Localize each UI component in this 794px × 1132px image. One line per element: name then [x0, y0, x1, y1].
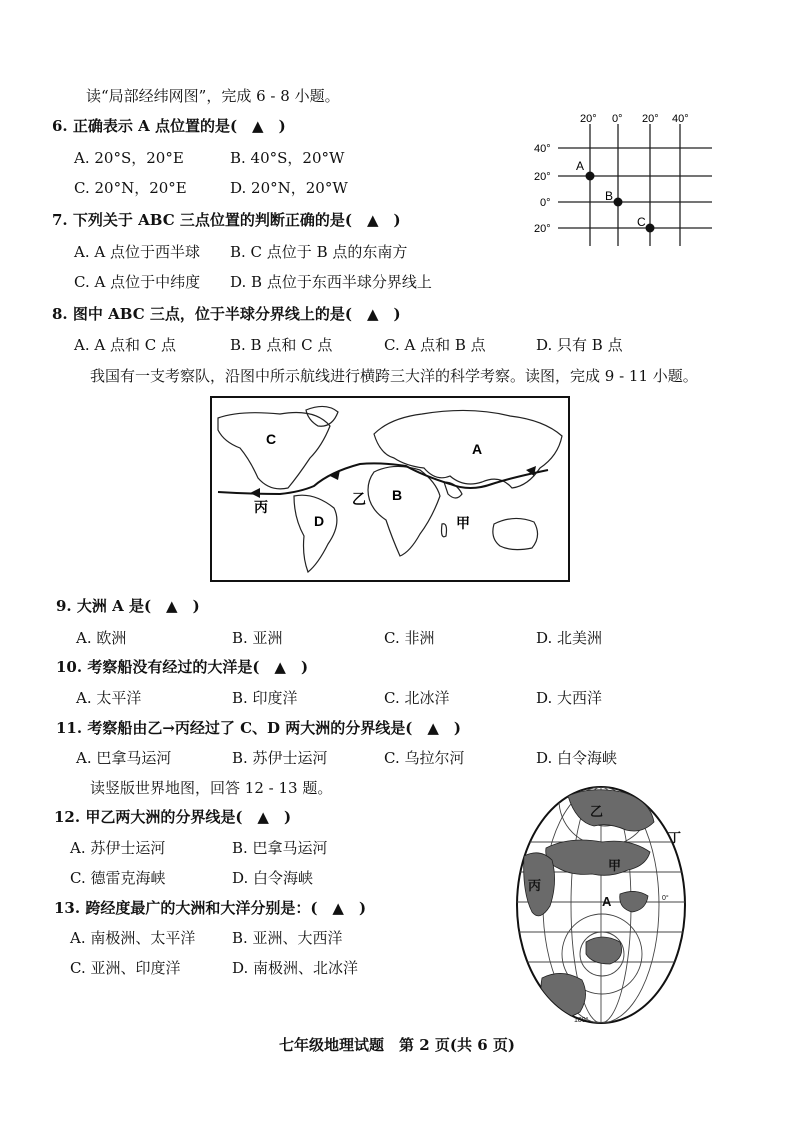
point-c — [646, 224, 655, 233]
q11-option-b[interactable]: B. 苏伊士运河 — [232, 749, 328, 767]
grid-lat-label: 0° — [540, 197, 551, 209]
q11-option-c[interactable]: C. 乌拉尔河 — [384, 749, 465, 767]
q8-option-d[interactable]: D. 只有 B 点 — [536, 336, 623, 354]
q6-option-d[interactable]: D. 20°N，20°W — [230, 179, 348, 197]
q6-option-a[interactable]: A. 20°S，20°E — [74, 149, 184, 167]
q7-option-c[interactable]: C. A 点位于中纬度 — [74, 273, 201, 291]
map1-label-b: B — [392, 487, 403, 503]
q6-option-b[interactable]: B. 40°S，20°W — [230, 149, 345, 167]
grid-lon-label: 40° — [672, 113, 689, 125]
point-b-label: B — [605, 189, 614, 203]
grid-lon-label: 0° — [612, 113, 623, 125]
map2-label-a: A — [602, 894, 612, 909]
grid-lat-label: 40° — [534, 143, 551, 155]
q7-option-d[interactable]: D. B 点位于东西半球分界线上 — [230, 273, 432, 291]
question-10: 10. 考察船没有经过的大洋是( ▲ ) — [56, 658, 309, 676]
map1-label-yi: 乙 — [352, 491, 366, 507]
world-route-map — [210, 396, 570, 582]
q11-option-a[interactable]: A. 巴拿马运河 — [76, 749, 172, 767]
q8-option-b[interactable]: B. B 点和 C 点 — [230, 336, 333, 354]
map1-label-d: D — [314, 513, 325, 529]
q13-option-a[interactable]: A. 南极洲、太平洋 — [70, 929, 196, 947]
map1-label-jia: 甲 — [456, 515, 470, 531]
point-c-label: C — [637, 215, 646, 229]
grid-lat-label: 20° — [534, 223, 551, 235]
grid-lat-label: 20° — [534, 171, 551, 183]
q10-option-b[interactable]: B. 印度洋 — [232, 689, 298, 707]
grid-lon-label: 20° — [642, 113, 659, 125]
question-11: 11. 考察船由乙→丙经过了 C、D 两大洲的分界线是( ▲ ) — [56, 719, 462, 737]
grid-lon-label: 20° — [580, 113, 597, 125]
q12-option-d[interactable]: D. 白令海峡 — [232, 869, 314, 887]
q8-option-c[interactable]: C. A 点和 B 点 — [384, 336, 486, 354]
q8-option-a[interactable]: A. A 点和 C 点 — [74, 336, 176, 354]
map2-label-0deg: 0° — [662, 895, 669, 902]
question-12: 12. 甲乙两大洲的分界线是( ▲ ) — [54, 808, 292, 826]
q7-option-a[interactable]: A. A 点位于西半球 — [74, 243, 200, 261]
q12-option-b[interactable]: B. 巴拿马运河 — [232, 839, 328, 857]
q10-option-a[interactable]: A. 太平洋 — [76, 689, 142, 707]
vertical-world-map — [510, 782, 692, 1028]
map2-label-bing: 丙 — [528, 878, 542, 893]
q9-option-b[interactable]: B. 亚洲 — [232, 629, 283, 647]
map1-label-c: C — [266, 431, 277, 447]
q9-option-c[interactable]: C. 非洲 — [384, 629, 435, 647]
q13-option-d[interactable]: D. 南极洲、北冰洋 — [232, 959, 359, 977]
question-9: 9. 大洲 A 是( ▲ ) — [56, 597, 200, 615]
page-footer: 七年级地理试题 第 2 页(共 6 页) — [279, 1036, 515, 1054]
point-a — [586, 172, 595, 181]
question-13: 13. 跨经度最广的大洲和大洋分别是：( ▲ ) — [54, 899, 367, 917]
q9-option-d[interactable]: D. 北美洲 — [536, 629, 603, 647]
question-7: 7. 下列关于 ABC 三点位置的判断正确的是( ▲ ) — [52, 211, 401, 229]
intro-9-11: 我国有一支考察队，沿图中所示航线进行横跨三大洋的科学考察。读图，完成 9 - 11 小题。 — [90, 367, 698, 385]
q13-option-c[interactable]: C. 亚洲、印度洋 — [70, 959, 181, 977]
q13-option-b[interactable]: B. 亚洲、大西洋 — [232, 929, 343, 947]
q11-option-d[interactable]: D. 白令海峡 — [536, 749, 618, 767]
q7-option-b[interactable]: B. C 点位于 B 点的东南方 — [230, 243, 408, 261]
map2-label-jia: 甲 — [608, 858, 622, 873]
map1-label-bing: 丙 — [254, 499, 268, 515]
graticule-figure — [520, 112, 720, 252]
point-b — [614, 198, 623, 207]
map2-label-180deg: 180° — [574, 1017, 589, 1024]
map2-label-yi: 乙 — [590, 804, 604, 819]
intro-6-8: 读“局部经纬网图”，完成 6 - 8 小题。 — [86, 87, 340, 105]
q12-option-a[interactable]: A. 苏伊士运河 — [70, 839, 166, 857]
q6-option-c[interactable]: C. 20°N，20°E — [74, 179, 187, 197]
point-a-label: A — [576, 159, 585, 173]
q10-option-d[interactable]: D. 大西洋 — [536, 689, 603, 707]
q9-option-a[interactable]: A. 欧洲 — [76, 629, 127, 647]
map1-label-a: A — [472, 441, 483, 457]
question-6: 6. 正确表示 A 点位置的是( ▲ ) — [52, 117, 286, 135]
map2-label-ding: 丁 — [668, 830, 682, 845]
q12-option-c[interactable]: C. 德雷克海峡 — [70, 869, 166, 887]
question-8: 8. 图中 ABC 三点，位于半球分界线上的是( ▲ ) — [52, 305, 401, 323]
q10-option-c[interactable]: C. 北冰洋 — [384, 689, 450, 707]
intro-12-13: 读竖版世界地图，回答 12 - 13 题。 — [90, 779, 333, 797]
